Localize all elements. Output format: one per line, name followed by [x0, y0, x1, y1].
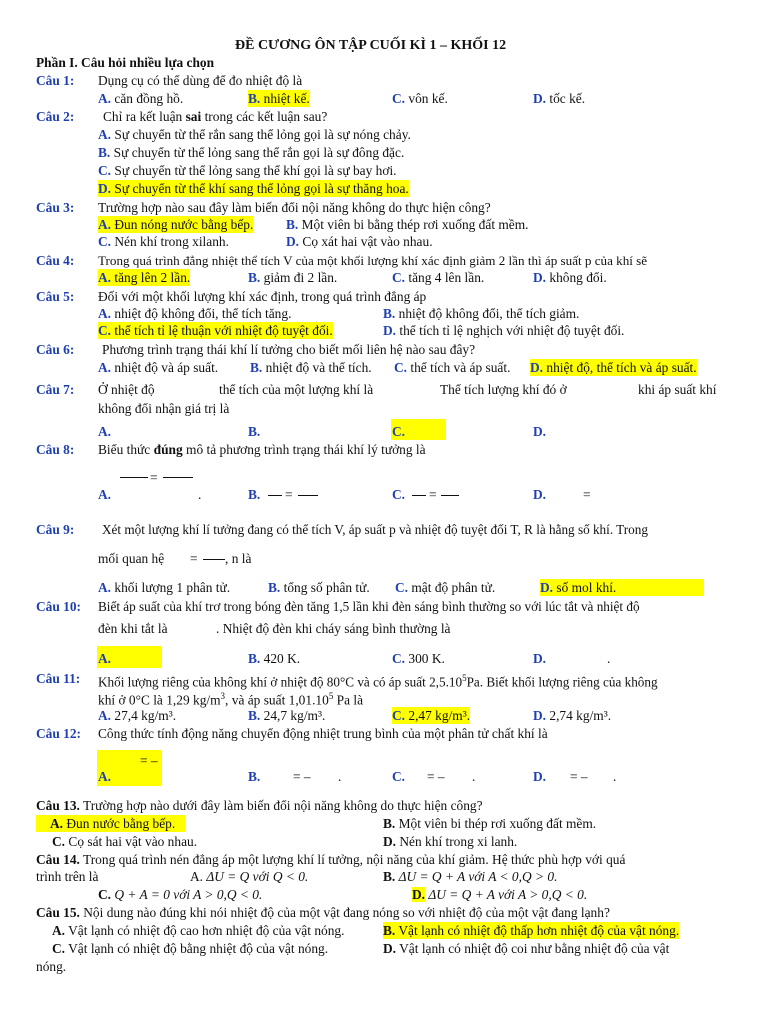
option-b: B. tổng số phân tử.: [268, 580, 370, 595]
option-c-answer: C.: [392, 424, 406, 439]
option-a: A. Sự chuyển từ thể rắn sang thể lỏng gọi là sự nóng chảy.: [98, 127, 411, 142]
fraction-bar: [441, 495, 459, 496]
option-b: B.: [248, 487, 261, 502]
question-number: Câu 2:: [36, 109, 75, 124]
question-stem-part: , n là: [225, 551, 252, 566]
equals-sign: =: [190, 551, 198, 566]
option-a: A.: [98, 424, 112, 439]
option-d: D. tốc kế.: [533, 91, 586, 106]
option-d: D. 2,74 kg/m³.: [533, 708, 612, 723]
option-c: C.: [392, 769, 406, 784]
option-d: D.: [533, 487, 547, 502]
option-b: B. Một viên bi thép rơi xuống đất mềm.: [383, 816, 597, 831]
option-c: C. Vật lạnh có nhiệt độ bằng nhiệt độ của vật nóng.: [52, 941, 329, 956]
option-d: D.: [533, 769, 547, 784]
question-stem-part: khi áp suất khí: [638, 382, 717, 397]
question-stem-part: không đổi nhận giá trị là: [98, 401, 230, 416]
option-a-end: .: [198, 487, 202, 502]
equals-sign: =: [583, 487, 591, 502]
question-stem: Khối lượng riêng của không khí ở nhiệt độ 80°C và có áp suất 2,5.10$^5$Pa. Biết khối lượng riêng của không: [98, 673, 658, 690]
question-number: Câu 8:: [36, 442, 75, 457]
option-b: B. 420 K.: [248, 651, 301, 666]
question-13: Câu 13. Trường hợp nào dưới đây làm biến đổi nội năng không do thực hiện công?: [36, 798, 483, 813]
page-title: ĐỀ CƯƠNG ÔN TẬP CUỐI KÌ 1 – KHỐI 12: [235, 38, 507, 53]
option-a: A. 27,4 kg/m³.: [98, 708, 177, 723]
equals-sign: =: [150, 470, 158, 485]
fraction-bar: [268, 495, 282, 496]
option-d: D. Nén khí trong xi lanh.: [383, 834, 518, 849]
option-c: C. Nén khí trong xilanh.: [98, 234, 229, 249]
question-number: Câu 4:: [36, 253, 75, 268]
question-stem: Trong quá trình đẳng nhiệt thể tích V của một khối lượng khí xác định giảm 2 lần thì áp suất p của khí sẽ: [98, 253, 648, 268]
option-d: D. thể tích tỉ lệ nghịch với nhiệt độ tuyệt đối.: [383, 323, 625, 338]
option-c-answer: C. thể tích tỉ lệ thuận với nhiệt độ tuyệt đối.: [98, 323, 333, 338]
formula-d: = –: [570, 769, 588, 784]
option-b: B.: [248, 424, 261, 439]
option-d-continued: nóng.: [36, 959, 67, 974]
option-a-answer: A. tăng lên 2 lần.: [98, 270, 191, 285]
option-b: B. Một viên bi bằng thép rơi xuống đất mềm.: [286, 217, 529, 232]
question-stem: Trường hợp nào sau đây làm biến đổi nội năng không do thực hiện công?: [98, 200, 491, 215]
formula-b: = –: [293, 769, 311, 784]
option-b: B. nhiệt độ và thể tích.: [250, 360, 372, 375]
option-b-answer: B. Vật lạnh có nhiệt độ thấp hơn nhiệt độ của vật nóng.: [383, 923, 680, 938]
option-a-answer: A.: [98, 769, 112, 784]
option-a: A.: [98, 487, 112, 502]
option-c: C. tăng 4 lên lần.: [392, 270, 485, 285]
fraction-bar: [203, 559, 225, 560]
option-c: C. 300 K.: [392, 651, 445, 666]
formula-a: = –: [140, 753, 158, 768]
question-number: Câu 10:: [36, 599, 82, 614]
question-number: Câu 9:: [36, 522, 75, 537]
option-c: C. Q + A = 0 với A > 0,Q < 0.: [98, 887, 263, 902]
equals-sign: =: [285, 487, 293, 502]
option-b-end: .: [338, 769, 342, 784]
option-d-end: .: [607, 651, 611, 666]
question-stem-part: mối quan hệ: [98, 551, 165, 566]
formula-c: = –: [427, 769, 445, 784]
option-c-end: .: [472, 769, 476, 784]
option-a: A. nhiệt độ không đổi, thể tích tăng.: [98, 306, 292, 321]
question-stem: Đối với một khối lượng khí xác định, trong quá trình đẳng áp: [98, 289, 427, 304]
option-a-answer: A. Đun nước bằng bếp.: [36, 815, 185, 832]
question-stem-part: đèn khi tắt là: [98, 621, 168, 636]
question-number: Câu 7:: [36, 382, 75, 397]
option-a: A. nhiệt độ và áp suất.: [98, 360, 219, 375]
option-c: C.: [392, 487, 406, 502]
question-number: Câu 6:: [36, 342, 75, 357]
question-stem-part: trình trên là: [36, 869, 99, 884]
question-number: Câu 5:: [36, 289, 75, 304]
option-b: B. 24,7 kg/m³.: [248, 708, 326, 723]
question-stem: Biểu thức đúng mô tả phương trình trạng thái khí lý tưởng là: [98, 442, 426, 457]
fraction-bar: [120, 477, 148, 478]
question-stem: Biết áp suất của khí trơ trong bóng đèn tăng 1,5 lần khi đèn sáng bình thường so với lúc tắt và nhiệt độ: [98, 599, 640, 614]
question-stem: Xét một lượng khí lí tưởng đang có thể tích V, áp suất p và nhiệt độ tuyệt đối T, R là hằng số khí. Trong: [102, 522, 648, 537]
question-stem: Chỉ ra kết luận sai trong các kết luận sau?: [103, 109, 328, 124]
question-number: Câu 1:: [36, 73, 75, 88]
option-c: C. Sự chuyển từ thể lỏng sang thể khí gọi là sự bay hơi.: [98, 163, 397, 178]
question-number: Câu 3:: [36, 200, 75, 215]
option-d: D.: [533, 651, 547, 666]
option-b: B.: [248, 769, 261, 784]
option-d-answer: D. ΔU = Q + A với A > 0,Q < 0.: [412, 887, 588, 902]
option-b: B. ΔU = Q + A với A < 0,Q > 0.: [383, 869, 558, 884]
option-a: A. căn đồng hồ.: [98, 91, 184, 106]
question-stem: Dụng cụ có thể dùng để đo nhiệt độ là: [98, 73, 303, 88]
option-a-answer: A.: [98, 651, 112, 666]
option-d-answer: D. Sự chuyển từ thể khí sang thể lỏng gọi là sự thăng hoa.: [98, 181, 409, 196]
fraction-bar: [298, 495, 318, 496]
option-c: C. vôn kế.: [392, 91, 448, 106]
question-stem: Phương trình trạng thái khí lí tưởng cho biết mối liên hệ nào sau đây?: [102, 342, 476, 357]
question-stem: Công thức tính động năng chuyển động nhiệt trung bình của một phân tử chất khí là: [98, 726, 548, 741]
option-b-answer: B. nhiệt kế.: [248, 91, 310, 106]
option-d-answer: D. nhiệt độ, thể tích và áp suất.: [530, 360, 697, 375]
option-d: D.: [533, 424, 547, 439]
part-heading: Phần I. Câu hỏi nhiều lựa chọn: [36, 55, 215, 70]
question-number: Câu 11:: [36, 671, 81, 686]
question-15: Câu 15. Nội dung nào đúng khi nói nhiệt độ của một vật đang nóng so với nhiệt độ của một vật đang lạnh?: [36, 905, 610, 920]
option-a: A. khối lượng 1 phân tử.: [98, 580, 231, 595]
option-b: B. Sự chuyển từ thể lỏng sang thể rắn gọi là sự đông đặc.: [98, 145, 405, 160]
question-stem-part: Thể tích lượng khí đó ở: [440, 382, 567, 397]
question-number: Câu 12:: [36, 726, 82, 741]
option-c-answer: C. 2,47 kg/m³.: [392, 708, 471, 723]
question-14: Câu 14. Trong quá trình nén đẳng áp một lượng khí lí tưởng, nội năng của khí giảm. Hệ thức phù hợp với quá: [36, 852, 626, 867]
option-c: C. mật độ phân tử.: [395, 580, 496, 595]
option-d: D. Vật lạnh có nhiệt độ coi như bằng nhiệt độ của vật: [383, 941, 670, 956]
question-stem-part: . Nhiệt độ đèn khi cháy sáng bình thường là: [216, 621, 451, 636]
option-b: B. nhiệt độ không đổi, thể tích giảm.: [383, 306, 580, 321]
option-d-end: .: [613, 769, 617, 784]
option-b: B. giảm đi 2 lần.: [248, 270, 338, 285]
option-a-answer: A. Đun nóng nước bằng bếp.: [98, 217, 254, 232]
fraction-bar: [412, 495, 426, 496]
option-a: A. Vật lạnh có nhiệt độ cao hơn nhiệt độ của vật nóng.: [52, 923, 345, 938]
option-d-answer: D. số mol khí.: [540, 579, 704, 596]
option-a: A. ΔU = Q với Q < 0.: [190, 869, 309, 884]
option-c: C. thể tích và áp suất.: [394, 360, 511, 375]
option-d: D. Cọ xát hai vật vào nhau.: [286, 234, 433, 249]
option-c: C. Cọ sát hai vật vào nhau.: [52, 834, 198, 849]
equals-sign: =: [429, 487, 437, 502]
option-d: D. không đổi.: [533, 270, 607, 285]
question-stem-part: Ở nhiệt độ: [98, 382, 155, 397]
question-stem: khí ở 0°C là 1,29 $kg/m^3$, và áp suất 1,01.10$^5$ Pa là: [98, 691, 364, 708]
question-stem-part: thể tích của một lượng khí là: [219, 382, 374, 397]
fraction-bar: [163, 477, 193, 478]
